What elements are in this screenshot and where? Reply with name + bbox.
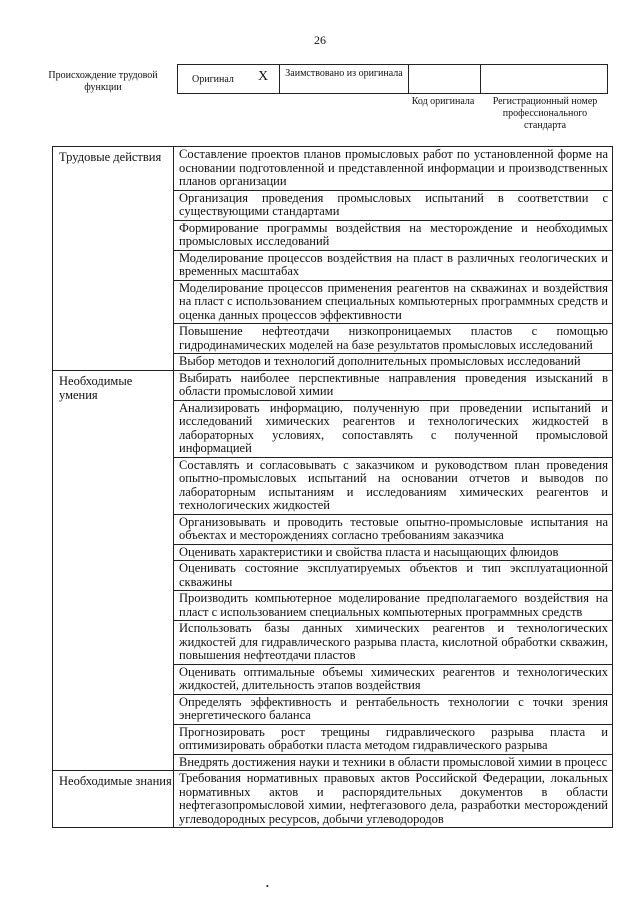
reg-number-label: Регистрационный номер профессионального стандарта bbox=[492, 96, 598, 131]
footer-mark: • bbox=[266, 882, 269, 891]
section-item: Повышение нефтеотдачи низкопроницаемых пластов с помощью гидродинамических моделей на базе результатов промысловых исследований bbox=[174, 324, 612, 354]
section-items bbox=[174, 147, 613, 371]
section-item: Моделирование процессов применения реагентов на скважинах и воздействия на пласт с использованием специальных компьютерных программных средств и оценка данных процессов эффективности bbox=[174, 281, 612, 325]
section-item: Составлять и согласовывать с заказчиком и руководством план проведения опытно-промысловых испытаний на основании отчетов и выводов по лабораторным испытаниям и исследованиям химических реагентов и технологических жидкостей bbox=[174, 458, 612, 515]
section-items bbox=[174, 771, 613, 828]
section-item: Требования нормативных правовых актов Российской Федерации, локальных нормативных актов и распорядительных документов в области нефтегазопромысловой химии, нефтегазового дела, разработки месторождений углеводородных ресурсов, добычи углеводородов bbox=[179, 771, 608, 826]
origin-table bbox=[177, 64, 608, 94]
section-item: Организация проведения промысловых испытаний в соответствии с существующими стандартами bbox=[174, 191, 612, 221]
section-item: Анализировать информацию, полученную при проведении испытаний и исследований химических реагентов и технологических жидкостей в лабораторных условиях, сопоставлять с полученной промысловой информацией bbox=[174, 401, 612, 458]
borrowed-label: Заимствовано из оригинала bbox=[285, 68, 403, 79]
original-mark: X bbox=[258, 69, 269, 84]
section-item: Оценивать состояние эксплуатируемых объектов и тип эксплуатационной скважины bbox=[174, 561, 612, 591]
section-item: Внедрять достижения науки и техники в области промысловой химии в процесс bbox=[179, 754, 608, 769]
section-row bbox=[53, 147, 613, 371]
section-item: Прогнозировать рост трещины гидравлического разрыва пласта и оптимизировать обработки пласта методом гидравлического разрыва bbox=[174, 725, 612, 755]
section-item: Производить компьютерное моделирование предполагаемого воздействия на пласт с использованием специальных компьютерных программных средств bbox=[174, 591, 612, 621]
section-title: Необходимые знания bbox=[53, 771, 174, 828]
section-item: Организовывать и проводить тестовые опытно-промысловые испытания на объектах и месторождениях согласно требованиям заказчика bbox=[174, 515, 612, 545]
borrowed-cell bbox=[279, 65, 409, 93]
section-item: Моделирование процессов воздействия на пласт в различных геологических и временных масштабах bbox=[174, 251, 612, 281]
section-item: Оценивать оптимальные объемы химических реагентов и технологических жидкостей, длительность этапов воздействия bbox=[174, 665, 612, 695]
section-item: Определять эффективность и рентабельность технологии с точки зрения энергетического баланса bbox=[174, 695, 612, 725]
section-item: Составление проектов планов промысловых работ по установленной форме на основании подготовленной и представленной информации и производственных планов организации bbox=[174, 147, 612, 191]
section-row bbox=[53, 370, 613, 771]
function-table bbox=[52, 146, 613, 828]
section-row bbox=[53, 771, 613, 828]
section-items bbox=[174, 370, 613, 771]
section-item: Формирование программы воздействия на месторождение и необходимых промысловых исследований bbox=[174, 221, 612, 251]
section-title: Необходимые умения bbox=[53, 370, 174, 771]
page-number: 26 bbox=[314, 33, 326, 47]
code-original-label: Код оригинала bbox=[411, 96, 475, 107]
original-cell bbox=[178, 65, 279, 93]
section-item: Использовать базы данных химических реагентов и технологических жидкостей для гидравлического разрыва пласта, кислотной обработки скважин, повышения нефтеотдачи пластов bbox=[174, 621, 612, 665]
reg-number-cell bbox=[481, 65, 607, 93]
section-item: Оценивать характеристики и свойства пласта и насыщающих флюидов bbox=[174, 545, 612, 562]
code-cell bbox=[409, 65, 481, 93]
original-label: Оригинал bbox=[192, 74, 234, 85]
section-title: Трудовые действия bbox=[53, 147, 174, 371]
origin-label: Происхождение трудовой функции bbox=[48, 70, 158, 93]
section-item: Выбирать наиболее перспективные направления проведения изысканий в области промысловой химии bbox=[174, 371, 612, 401]
section-item: Выбор методов и технологий дополнительных промысловых исследований bbox=[179, 354, 581, 368]
